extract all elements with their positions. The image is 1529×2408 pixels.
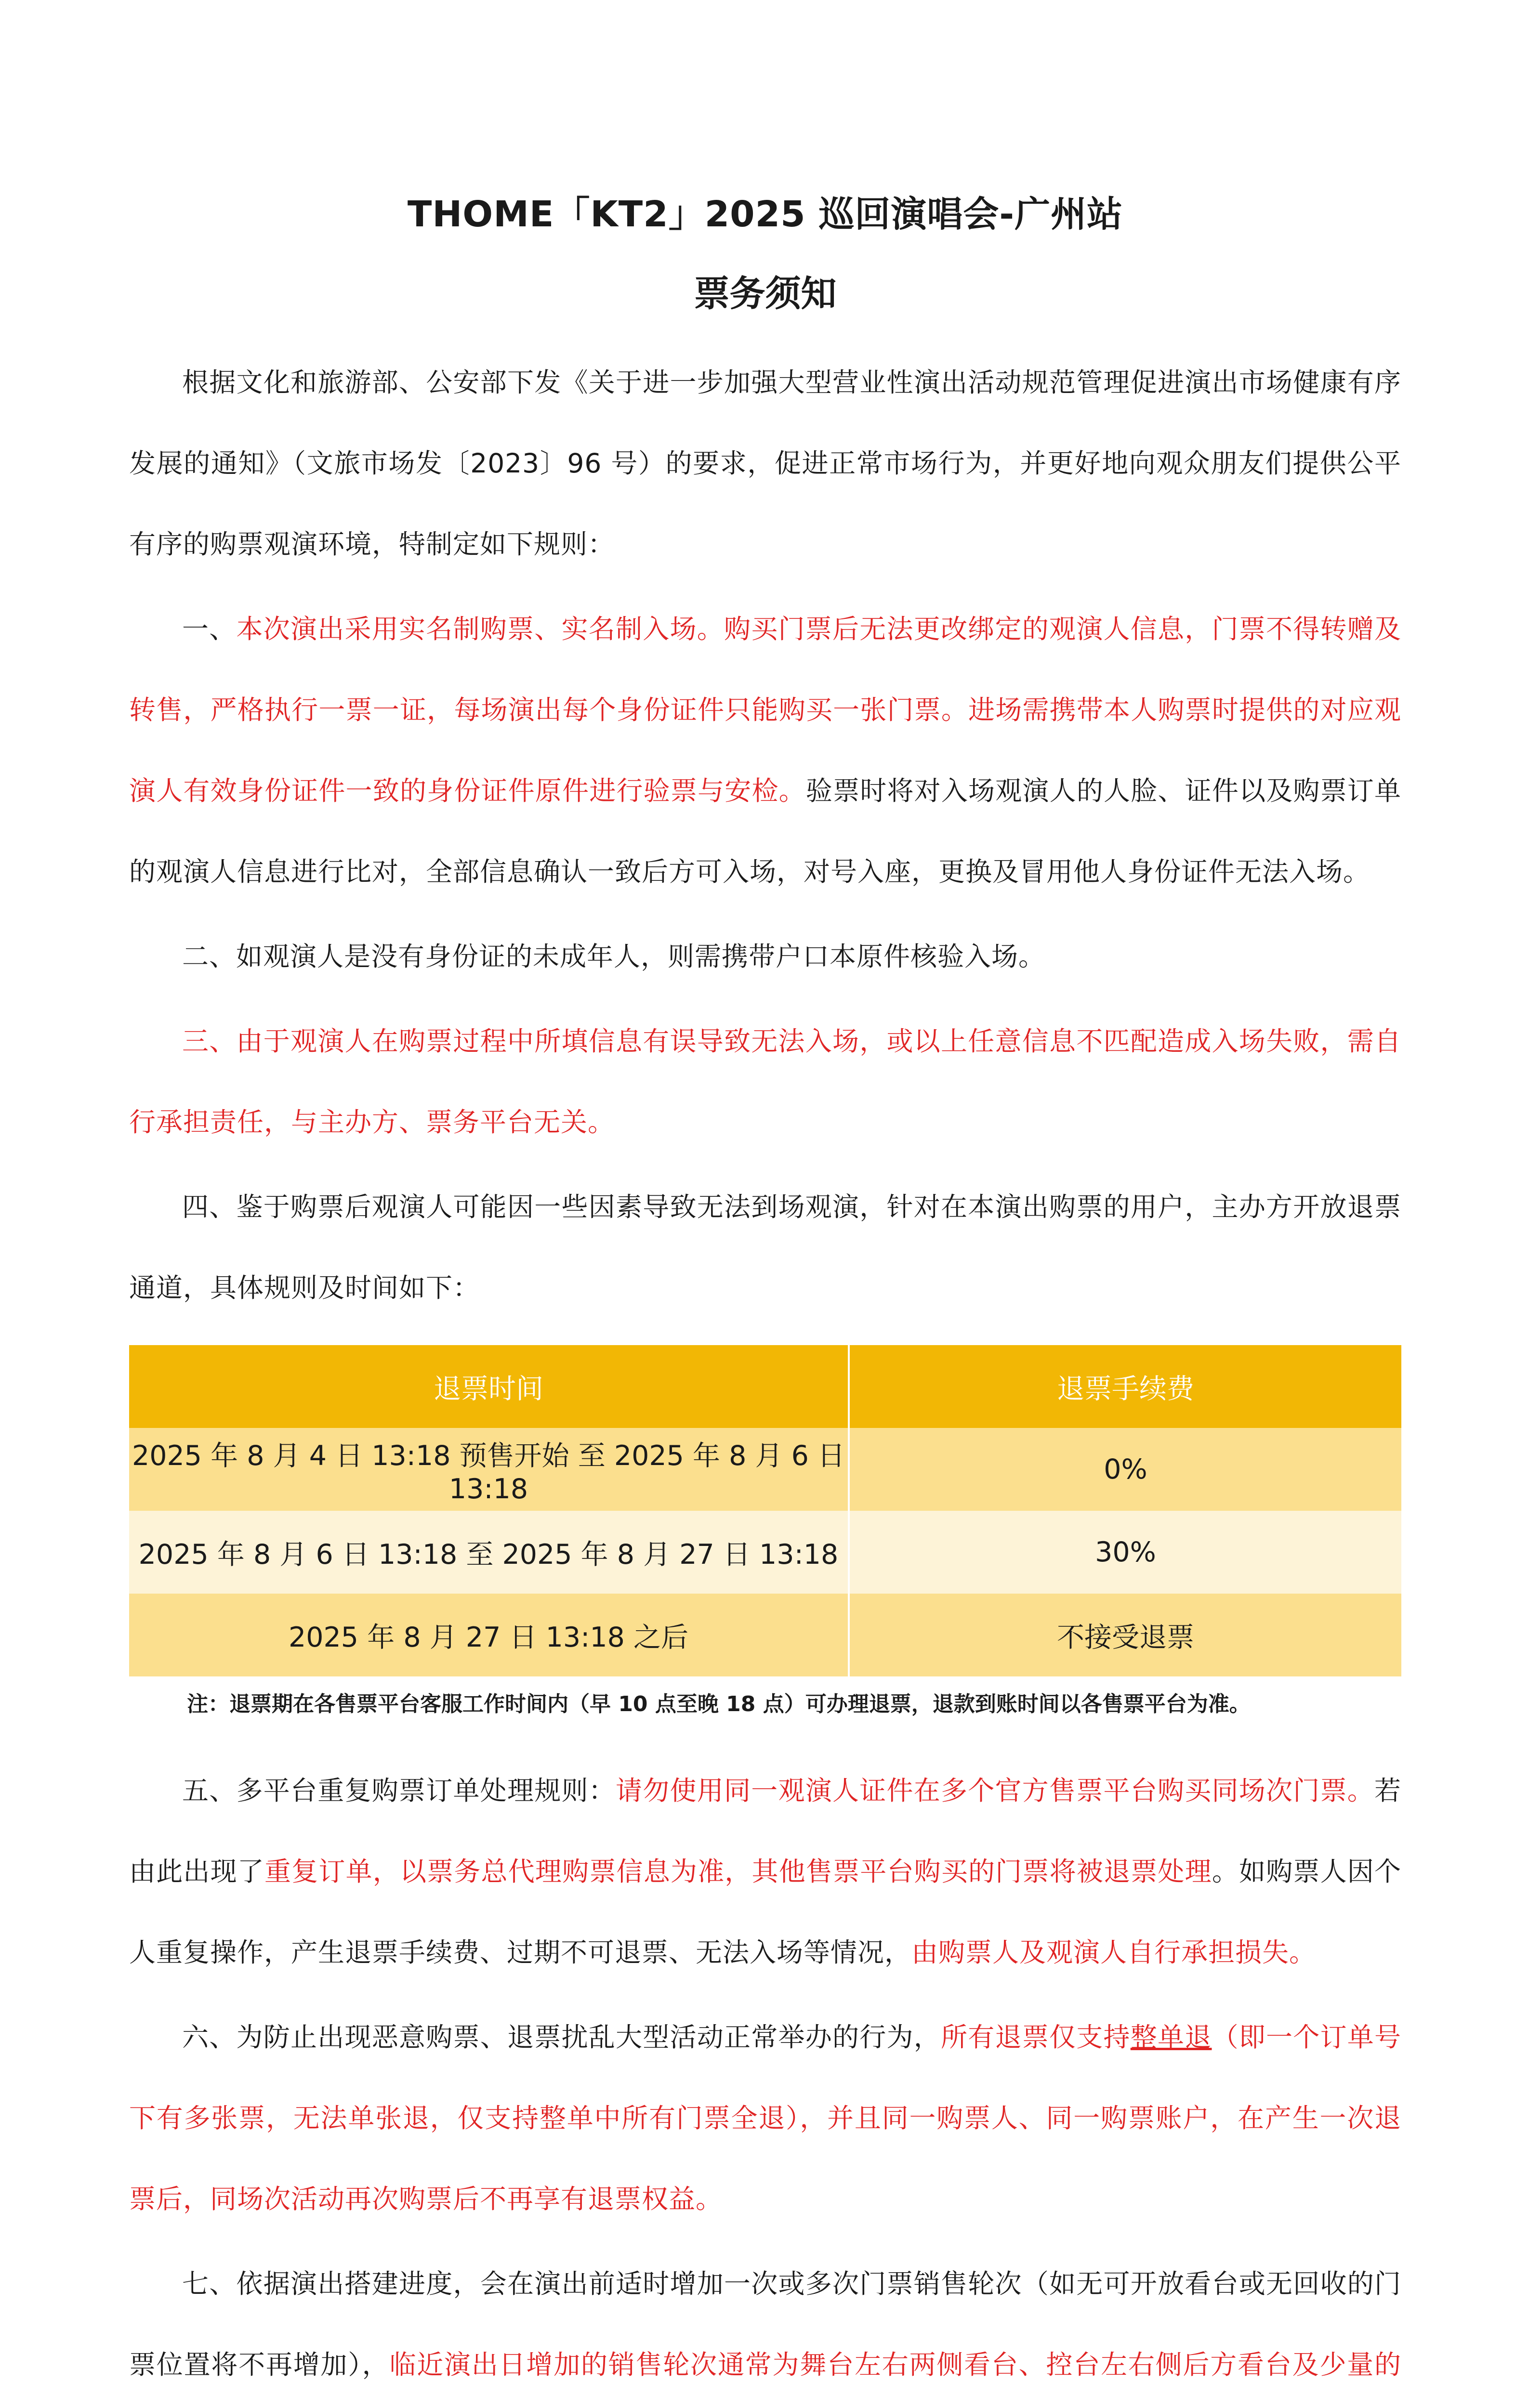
rule-6-highlight-2: （即一个订单号下有多张票，无法单张退，仅支持整单中所有门票全退），并且同一购票人、同一购票账户，在产生一次退票后，同场次活动再次购票后不再享有退票权益。: [129, 2022, 1401, 2214]
refund-time-cell: 2025 年 8 月 6 日 13:18 至 2025 年 8 月 27 日 13:18: [129, 1511, 849, 1594]
rule-5: [129, 1750, 1401, 1993]
rule-3: [129, 1001, 1401, 1163]
refund-fee-cell: 30%: [849, 1511, 1401, 1594]
rule-5-text-2: 。如购票人因个人重复操作，产生退票手续费、过期不可退票、无法入场等情况，: [129, 1856, 1401, 1968]
refund-time-header: 退票时间: [129, 1345, 849, 1428]
rule-7: [129, 2243, 1401, 2408]
rule-5-highlight-1: 请勿使用同一观演人证件在多个官方售票平台购买同场次门票。: [615, 1775, 1374, 1806]
refund-fee-cell: 不接受退票: [849, 1594, 1401, 1676]
refund-time-cell: 2025 年 8 月 4 日 13:18 预售开始 至 2025 年 8 月 6 日 13:18: [129, 1428, 849, 1511]
rule-1: [129, 589, 1401, 912]
page-subtitle: 票务须知: [694, 273, 837, 314]
rule-6-underline: 整单退: [1130, 2022, 1212, 2053]
rule-5-highlight-2: 重复订单，以票务总代理购票信息为准，其他售票平台购买的门票将被退票处理: [264, 1856, 1212, 1887]
rule-4: 四、鉴于购票后观演人可能因一些因素导致无法到场观演，针对在本演出购票的用户，主办方开放退票通道，具体规则及时间如下：: [129, 1191, 1401, 1303]
table-row: [129, 1594, 1401, 1676]
refund-table: [129, 1345, 1401, 1676]
rule-1-text: 验票时将对入场观演人的人脸、证件以及购票订单的观演人信息进行比对，全部信息确认一致后方可入场，对号入座，更换及冒用他人身份证件无法入场。: [129, 775, 1401, 887]
table-note: 注：退票期在各售票平台客服工作时间内（早 10 点至晚 18 点）可办理退票，退款到账时间以各售票平台为准。: [187, 1692, 1251, 1716]
intro-paragraph: 根据文化和旅游部、公安部下发《关于进一步加强大型营业性演出活动规范管理促进演出市场健康有序发展的通知》（文旅市场发〔2023〕96 号）的要求，促进正常市场行为，并更好地向观众朋友们提供公平有序的购票观演环境，特制定如下规则：: [129, 367, 1401, 560]
rule-3-highlight: 由于观演人在购票过程中所填信息有误导致无法入场，或以上任意信息不匹配造成入场失败，需自行承担责任，与主办方、票务平台无关。: [129, 1026, 1401, 1138]
rule-5-text-1: 若由此出现了: [129, 1775, 1401, 1887]
refund-fee-header: 退票手续费: [849, 1345, 1401, 1428]
refund-table-header: [129, 1345, 1401, 1428]
table-row: [129, 1428, 1401, 1511]
rule-1-prefix: 一、: [182, 614, 237, 644]
rule-6-prefix: 六、为防止出现恶意购票、退票扰乱大型活动正常举办的行为，: [182, 2022, 941, 2053]
rule-6: [129, 1997, 1401, 2239]
refund-fee-cell: 0%: [849, 1428, 1401, 1511]
rule-2: 二、如观演人是没有身份证的未成年人，则需携带户口本原件核验入场。: [182, 941, 1046, 972]
rule-7-highlight: 临近演出日增加的销售轮次通常为舞台左右两侧看台、控台左右侧后方看台及少量的: [389, 2349, 1401, 2380]
refund-time-cell: 2025 年 8 月 27 日 13:18 之后: [129, 1594, 849, 1676]
rule-5-highlight-3: 由购票人及观演人自行承担损失。: [911, 1937, 1317, 1968]
rule-1-highlight: 本次演出采用实名制购票、实名制入场。购买门票后无法更改绑定的观演人信息，门票不得转赠及转售，严格执行一票一证，每场演出每个身份证件只能购买一张门票。进场需携带本人购票时提供的对应观演人有效身份证件一致的身份证件原件进行验票与安检。: [129, 614, 1401, 806]
page-title: THOME「KT2」2025 巡回演唱会-广州站: [407, 194, 1123, 235]
table-row: [129, 1511, 1401, 1594]
rule-6-highlight-1: 所有退票仅支持: [940, 2022, 1131, 2053]
rule-5-prefix: 五、多平台重复购票订单处理规则：: [182, 1775, 616, 1806]
rule-7-text: 七、依据演出搭建进度，会在演出前适时增加一次或多次门票销售轮次（如无可开放看台或无回收的门票位置将不再增加），: [129, 2268, 1401, 2380]
rule-3-prefix: 三、: [182, 1026, 237, 1057]
